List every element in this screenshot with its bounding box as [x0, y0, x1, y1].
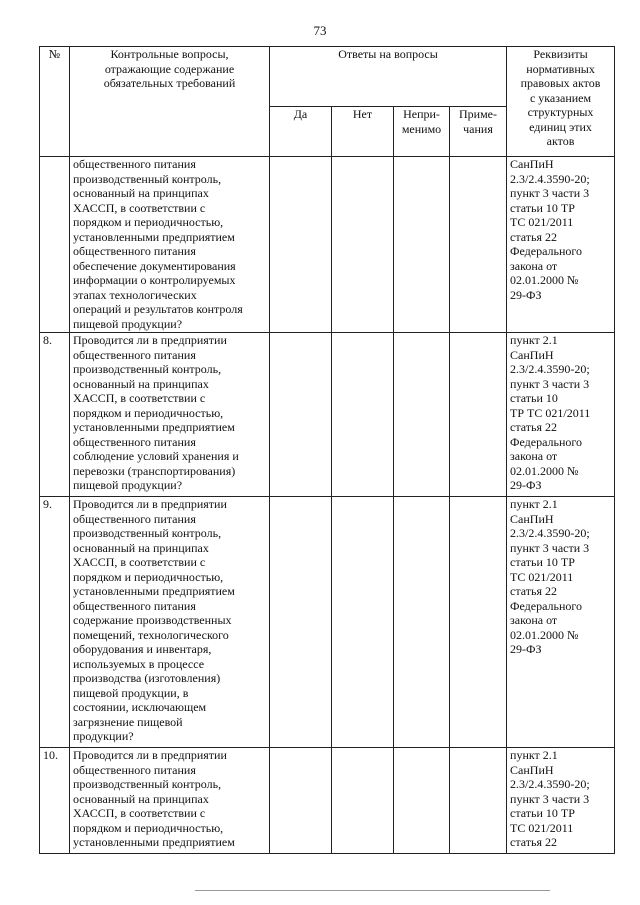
- answer-yes-cell[interactable]: [270, 157, 332, 333]
- row-question: Проводится ли в предприятии общественного питания производственный контроль, основанный на принципах ХАССП, в соответствии с порядком и периодичностью, установленными предприятием: [70, 748, 270, 854]
- answer-notes-cell[interactable]: [450, 157, 507, 333]
- answer-yes-cell[interactable]: [270, 333, 332, 497]
- row-requisites: пункт 2.1 СанПиН 2.3/2.4.3590-20; пункт 3 части 3 статьи 10 ТР ТС 021/2011 статья 22 Федерального закона от 02.01.2000 № 29-ФЗ: [507, 497, 615, 748]
- row-num: [40, 157, 70, 333]
- row-question: общественного питания производственный контроль, основанный на принципах ХАССП, в соответствии с порядком и периодичностью, установленными предприятием общественного питания обеспечение документирования информации о контролируемых этапах технологических операций и результатов контроля пищевой продукции?: [70, 157, 270, 333]
- header-na: Непри- менимо: [394, 107, 450, 157]
- page-number: 73: [313, 23, 327, 38]
- answer-yes-cell[interactable]: [270, 748, 332, 854]
- answer-notes-cell[interactable]: [450, 497, 507, 748]
- answer-na-cell[interactable]: [394, 497, 450, 748]
- answer-yes-cell[interactable]: [270, 497, 332, 748]
- answer-notes-cell[interactable]: [450, 333, 507, 497]
- header-row: [40, 47, 615, 107]
- answer-na-cell[interactable]: [394, 157, 450, 333]
- row-num: 9.: [40, 497, 70, 748]
- row-num: 10.: [40, 748, 70, 854]
- header-no: Нет: [332, 107, 394, 157]
- table-row: [40, 157, 615, 333]
- row-requisites: СанПиН 2.3/2.4.3590-20; пункт 3 части 3 статьи 10 ТР ТС 021/2011 статья 22 Федерального закона от 02.01.2000 № 29-ФЗ: [507, 157, 615, 333]
- answer-no-cell[interactable]: [332, 497, 394, 748]
- answer-no-cell[interactable]: [332, 157, 394, 333]
- table-row: [40, 748, 615, 854]
- row-question: Проводится ли в предприятии общественного питания производственный контроль, основанный на принципах ХАССП, в соответствии с порядком и периодичностью, установленными предприятием общественного питания соблюдение условий хранения и перевозки (транспортирования) пищевой продукции?: [70, 333, 270, 497]
- bottom-divider: [195, 890, 550, 891]
- header-num: №: [40, 47, 70, 157]
- table-row: [40, 333, 615, 497]
- answer-na-cell[interactable]: [394, 333, 450, 497]
- answer-no-cell[interactable]: [332, 748, 394, 854]
- answer-no-cell[interactable]: [332, 333, 394, 497]
- header-notes: Приме- чания: [450, 107, 507, 157]
- row-question: Проводится ли в предприятии общественного питания производственный контроль, основанный на принципах ХАССП, в соответствии с порядком и периодичностью, установленными предприятием общественного питания содержание производственных помещений, технологического оборудования и инвентаря, используемых в процессе производства (изготовления) пищевой продукции, в состоянии, исключающем загрязнение пищевой продукции?: [70, 497, 270, 748]
- header-yes: Да: [270, 107, 332, 157]
- table-row: [40, 497, 615, 748]
- answer-na-cell[interactable]: [394, 748, 450, 854]
- row-num: 8.: [40, 333, 70, 497]
- header-requisites: Реквизиты нормативных правовых актов с указанием структурных единиц этих актов: [507, 47, 615, 157]
- row-requisites: пункт 2.1 СанПиН 2.3/2.4.3590-20; пункт 3 части 3 статьи 10 ТР ТС 021/2011 статья 22: [507, 748, 615, 854]
- row-requisites: пункт 2.1 СанПиН 2.3/2.4.3590-20; пункт 3 части 3 статьи 10 ТР ТС 021/2011 статья 22 Федерального закона от 02.01.2000 № 29-ФЗ: [507, 333, 615, 497]
- header-answers: Ответы на вопросы: [270, 47, 507, 107]
- header-question: Контрольные вопросы, отражающие содержание обязательных требований: [70, 47, 270, 157]
- answer-notes-cell[interactable]: [450, 748, 507, 854]
- checklist-table: [39, 46, 615, 854]
